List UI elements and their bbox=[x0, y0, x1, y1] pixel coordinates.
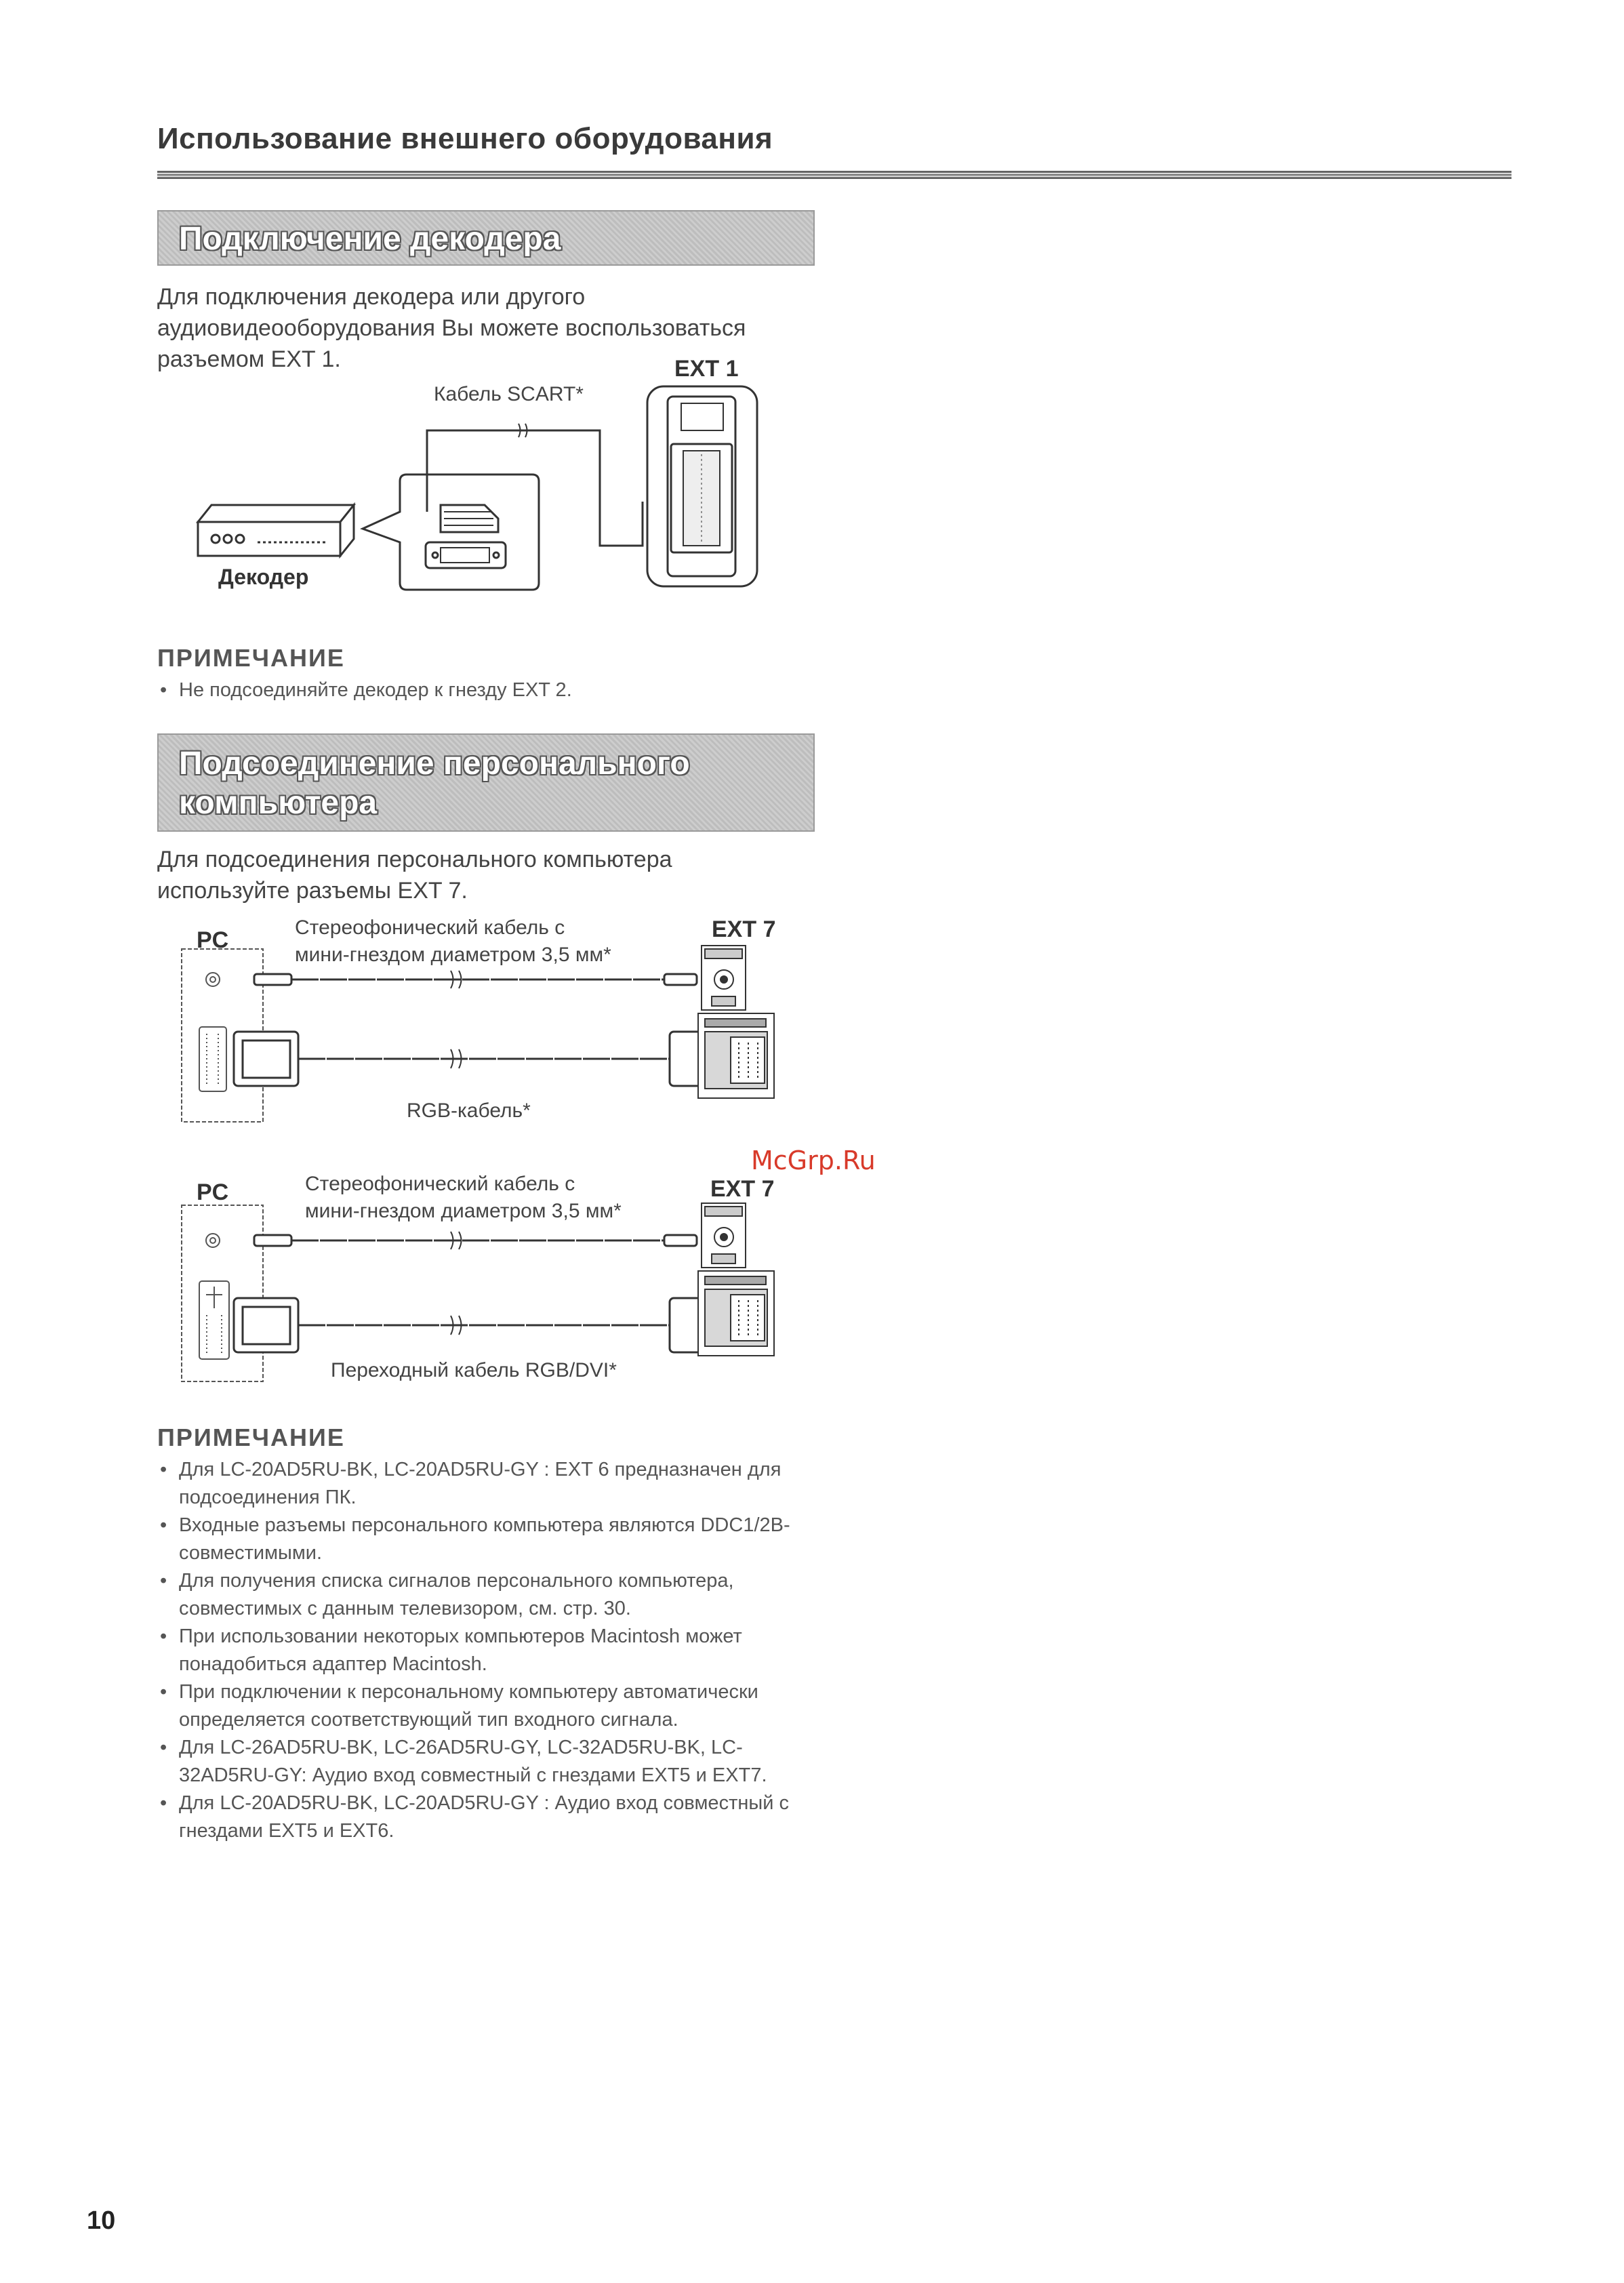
note-pc-title: ПРИМЕЧАНИЕ bbox=[157, 1423, 345, 1451]
pc1-cables bbox=[234, 971, 702, 1086]
section-pc-title bbox=[157, 733, 815, 832]
list-item: • Для LC-20AD5RU-BK, LC-20AD5RU-GY : EXT 6 предназначен для подсоединения ПК. bbox=[157, 1456, 821, 1512]
section-pc-title-line1: Подсоединение персонального bbox=[179, 746, 690, 782]
decoder-device-label: Декодер bbox=[218, 565, 309, 589]
list-item: • Не подсоединяйте декодер к гнезду EXT 2. bbox=[157, 676, 808, 704]
note-decoder-title: ПРИМЕЧАНИЕ bbox=[157, 644, 345, 672]
list-item: • Для LC-26AD5RU-BK, LC-26AD5RU-GY, LC-32AD5RU-BK, LC-32AD5RU-GY: Аудио вход совместный с гнездами EXT5 и EXT7. bbox=[157, 1734, 821, 1790]
pc1-video-cable-label: RGB-кабель* bbox=[407, 1099, 531, 1122]
scart-cable-label: Кабель SCART* bbox=[434, 383, 584, 405]
pc2-cables bbox=[234, 1232, 702, 1352]
list-item: • При использовании некоторых компьютеров Macintosh может понадобиться адаптер Macintosh. bbox=[157, 1623, 821, 1678]
note-decoder-list bbox=[157, 676, 808, 704]
section-decoder-title: Подключение декодера bbox=[157, 210, 815, 266]
section-decoder-intro: Для подключения декодера или другого аудиовидеооборудования Вы можете воспользоваться разъемом EXT 1. bbox=[157, 284, 746, 372]
tv-ext7-panel-2 bbox=[698, 1203, 774, 1356]
pc1-label: PC bbox=[197, 927, 229, 953]
pc2-audio-cable-line2: мини-гнездом диаметром 3,5 мм* bbox=[305, 1200, 622, 1222]
list-item: • Для получения списка сигналов персонального компьютера, совместимых с данным телевизором, см. стр. 30. bbox=[157, 1567, 821, 1623]
section-pc-intro: Для подсоединения персонального компьютера используйте разъемы EXT 7. bbox=[157, 847, 672, 904]
page-header-title: Использование внешнего оборудования bbox=[157, 122, 773, 155]
pc2-ext-label: EXT 7 bbox=[710, 1176, 775, 1202]
pc1-ext-label: EXT 7 bbox=[712, 916, 776, 942]
section-pc-title-line2: компьютера bbox=[179, 785, 378, 821]
pc2-video-cable-label: Переходный кабель RGB/DVI* bbox=[331, 1359, 617, 1381]
decoder-ext-label: EXT 1 bbox=[674, 356, 739, 382]
pc1-audio-cable-line1: Стереофонический кабель с bbox=[295, 916, 565, 939]
pc1-audio-cable-line2: мини-гнездом диаметром 3,5 мм* bbox=[295, 944, 611, 966]
tv-ext1-panel bbox=[647, 386, 757, 586]
pc2-panel bbox=[182, 1205, 263, 1381]
tv-ext7-panel-1 bbox=[698, 946, 774, 1098]
note-pc-list bbox=[157, 1456, 821, 1845]
pc2-label: PC bbox=[197, 1179, 229, 1205]
watermark: McGrp.Ru bbox=[751, 1146, 876, 1175]
list-item: • Для LC-20AD5RU-BK, LC-20AD5RU-GY : Аудио вход совместный с гнездами EXT5 и EXT6. bbox=[157, 1790, 821, 1845]
pc2-audio-cable-line1: Стереофонический кабель с bbox=[305, 1173, 575, 1195]
page-number: 10 bbox=[87, 2206, 116, 2235]
list-item: • При подключении к персональному компьютеру автоматически определяется соответствующий тип входного сигнала. bbox=[157, 1678, 821, 1734]
decoder-connector-callout bbox=[363, 474, 539, 590]
decoder-device-icon bbox=[198, 505, 354, 556]
list-item: • Входные разъемы персонального компьютера являются DDC1/2B-совместимыми. bbox=[157, 1512, 821, 1567]
